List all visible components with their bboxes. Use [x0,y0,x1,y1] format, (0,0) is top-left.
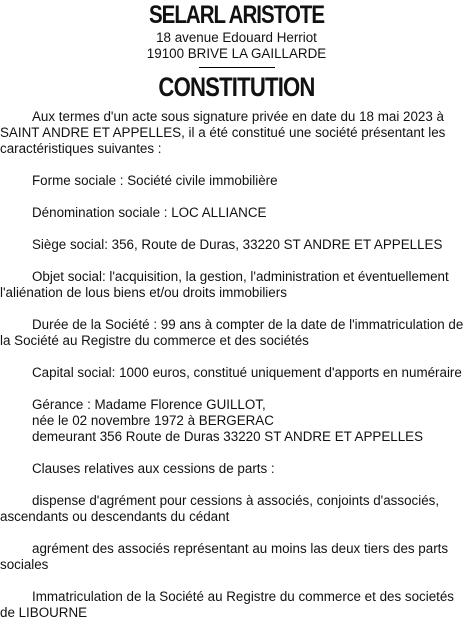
spacer [0,477,469,493]
gerance-line-3: demeurant 356 Route de Duras 33220 ST ANDRE ET APPELLES [32,429,424,444]
capital-social: Capital social: 1000 euros, constitué uniquement d'apports en numéraire [32,365,462,380]
notice-header [0,0,473,103]
clauses-cessions: Clauses relatives aux cessions de parts : [32,461,275,476]
spacer [0,445,469,461]
immatriculation: Immatriculation de la Société au Registre du commerce et des societés de LIBOURNE [0,589,455,620]
duree-societe: Durée de la Société : 99 ans à compter de la date de l'immatriculation de la Société au Registre du commerce et des sociétés [0,317,464,348]
address-line-2: 19100 BRIVE LA GAILLARDE [146,46,327,61]
spacer [0,189,469,205]
divider [199,67,275,68]
spacer [0,349,469,365]
address-line-1: 18 avenue Edouard Herriot [156,30,317,45]
spacer [0,221,469,237]
spacer [0,253,469,269]
dispense-agrement: dispense d'agrément pour cessions à associés, conjoints d'associés, ascendants ou descendants du cédant [0,493,440,524]
objet-social: Objet social: l'acquisition, la gestion, l'administration et éventuellement l'aliénation de lous biens et/ou droits immobiliers [0,269,449,300]
forme-sociale: Forme sociale : Société civile immobilière [32,173,278,188]
spacer [0,301,469,317]
notice-body [0,109,473,621]
spacer [0,525,469,541]
denomination-sociale: Dénomination sociale : LOC ALLIANCE [32,205,267,220]
agrement-associes: agrément des associés représentant au moins las deux tiers des parts sociales [0,541,449,572]
spacer [0,381,469,397]
gerance-line-2: née le 02 novembre 1972 à BERGERAC [32,413,274,428]
intro-paragraph: Aux termes d'un acte sous signature privée en date du 18 mai 2023 à SAINT ANDRE ET APPELLES, il a été constitué une société présentant les caractéristiques suivantes : [0,109,446,156]
spacer [0,157,469,173]
notice-title: CONSTITUTION [158,72,315,102]
siege-social: Siège social: 356, Route de Duras, 33220 ST ANDRE ET APPELLES [32,237,443,252]
gerance-line-1: Gérance : Madame Florence GUILLOT, [32,397,266,412]
gerance-block [0,397,469,445]
spacer [0,573,469,589]
company-name: SELARL ARISTOTE [148,1,325,29]
